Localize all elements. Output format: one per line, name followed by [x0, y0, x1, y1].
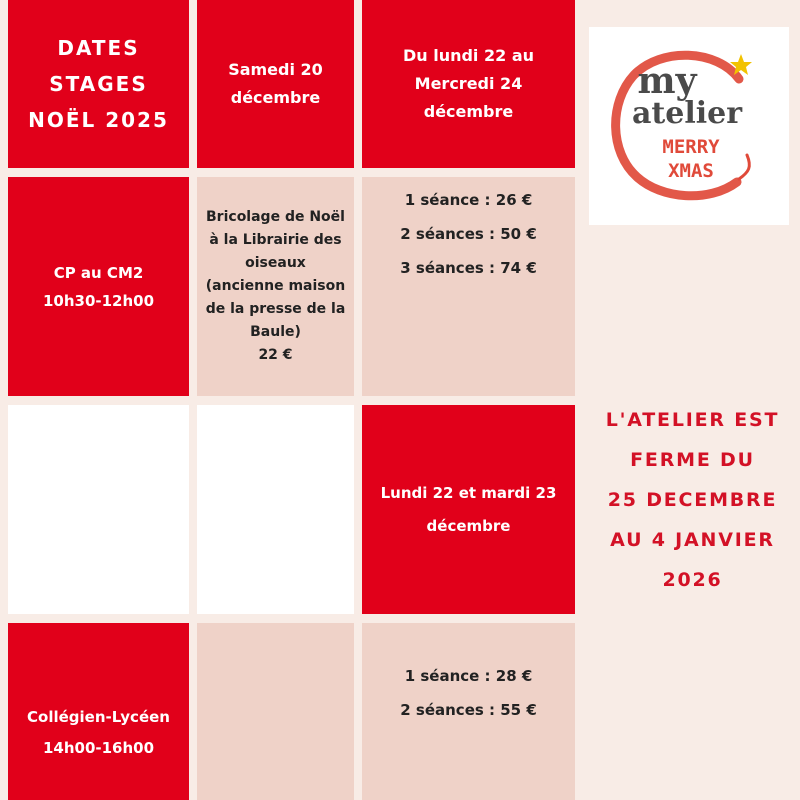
row-college-label-cell [8, 623, 189, 800]
closing-notice-line-2: FERME DU [630, 449, 755, 471]
header-saturday-line-1: Samedi 20 [228, 60, 323, 79]
row-mid-dates-line-1: Lundi 22 et mardi 23 [380, 483, 557, 502]
row-cp-saturday-line-1: Bricolage de Noël [206, 209, 345, 225]
row-cp-label-line-1: CP au CM2 [53, 263, 144, 282]
row-cp-saturday-price: 22 € [258, 347, 293, 363]
closing-notice-line-4: AU 4 JANVIER [610, 529, 775, 551]
row-college-label-line-2: 14h00-16h00 [42, 739, 155, 757]
header-week-cell [362, 0, 575, 168]
row-cp-saturday-line-3: oiseaux [245, 255, 306, 271]
row-cp-label-line-2: 10h30-12h00 [42, 291, 155, 310]
logo-word-xmas: XMAS [668, 160, 714, 182]
logo-word-merry: MERRY [662, 136, 720, 158]
row-cp-price-2: 2 séances : 50 € [400, 225, 537, 243]
row-mid-dates-line-2: décembre [426, 516, 511, 535]
header-week-line-2: Mercredi 24 [414, 74, 523, 93]
row-cp-price-3: 3 séances : 74 € [400, 259, 537, 277]
header-week-line-3: décembre [423, 102, 514, 121]
header-saturday-line-2: décembre [230, 88, 321, 107]
row-mid-empty-cell-2 [197, 405, 354, 614]
row-college-price-1: 1 séance : 28 € [404, 667, 533, 685]
closing-notice-line-5: 2026 [662, 569, 723, 591]
closing-notice-line-3: 25 DECEMBRE [607, 489, 778, 511]
row-cp-price-1: 1 séance : 26 € [404, 191, 533, 209]
row-cp-prices-cell [362, 177, 575, 396]
closing-notice [585, 400, 800, 600]
row-cp-label-cell [8, 177, 189, 396]
logo-word-atelier: atelier [631, 96, 743, 131]
row-cp-saturday-line-2: à la Librairie des [209, 232, 342, 248]
row-cp-saturday-line-5: de la presse de la [205, 301, 346, 317]
logo [589, 27, 789, 225]
row-college-prices-cell [362, 623, 575, 800]
row-college-price-2: 2 séances : 55 € [400, 701, 537, 719]
header-title-line-2: STAGES [49, 72, 148, 96]
header-title-line-3: NOËL 2025 [28, 108, 169, 132]
closing-notice-line-1: L'ATELIER EST [605, 409, 780, 431]
row-cp-saturday-line-6: Baule) [250, 324, 301, 340]
row-college-saturday-cell [197, 623, 354, 800]
logo-box [589, 27, 789, 225]
row-cp-saturday-cell [197, 177, 354, 396]
header-title-line-1: DATES [57, 36, 140, 60]
row-college-label-line-1: Collégien-Lycéen [27, 708, 170, 726]
row-mid-empty-cell-1 [8, 405, 189, 614]
header-title-cell [8, 0, 189, 168]
logo-word-my: my [637, 60, 697, 102]
row-mid-dates-cell [362, 405, 575, 614]
header-week-line-1: Du lundi 22 au [402, 46, 535, 65]
row-cp-saturday-line-4: (ancienne maison [205, 278, 346, 294]
header-saturday-cell [197, 0, 354, 168]
